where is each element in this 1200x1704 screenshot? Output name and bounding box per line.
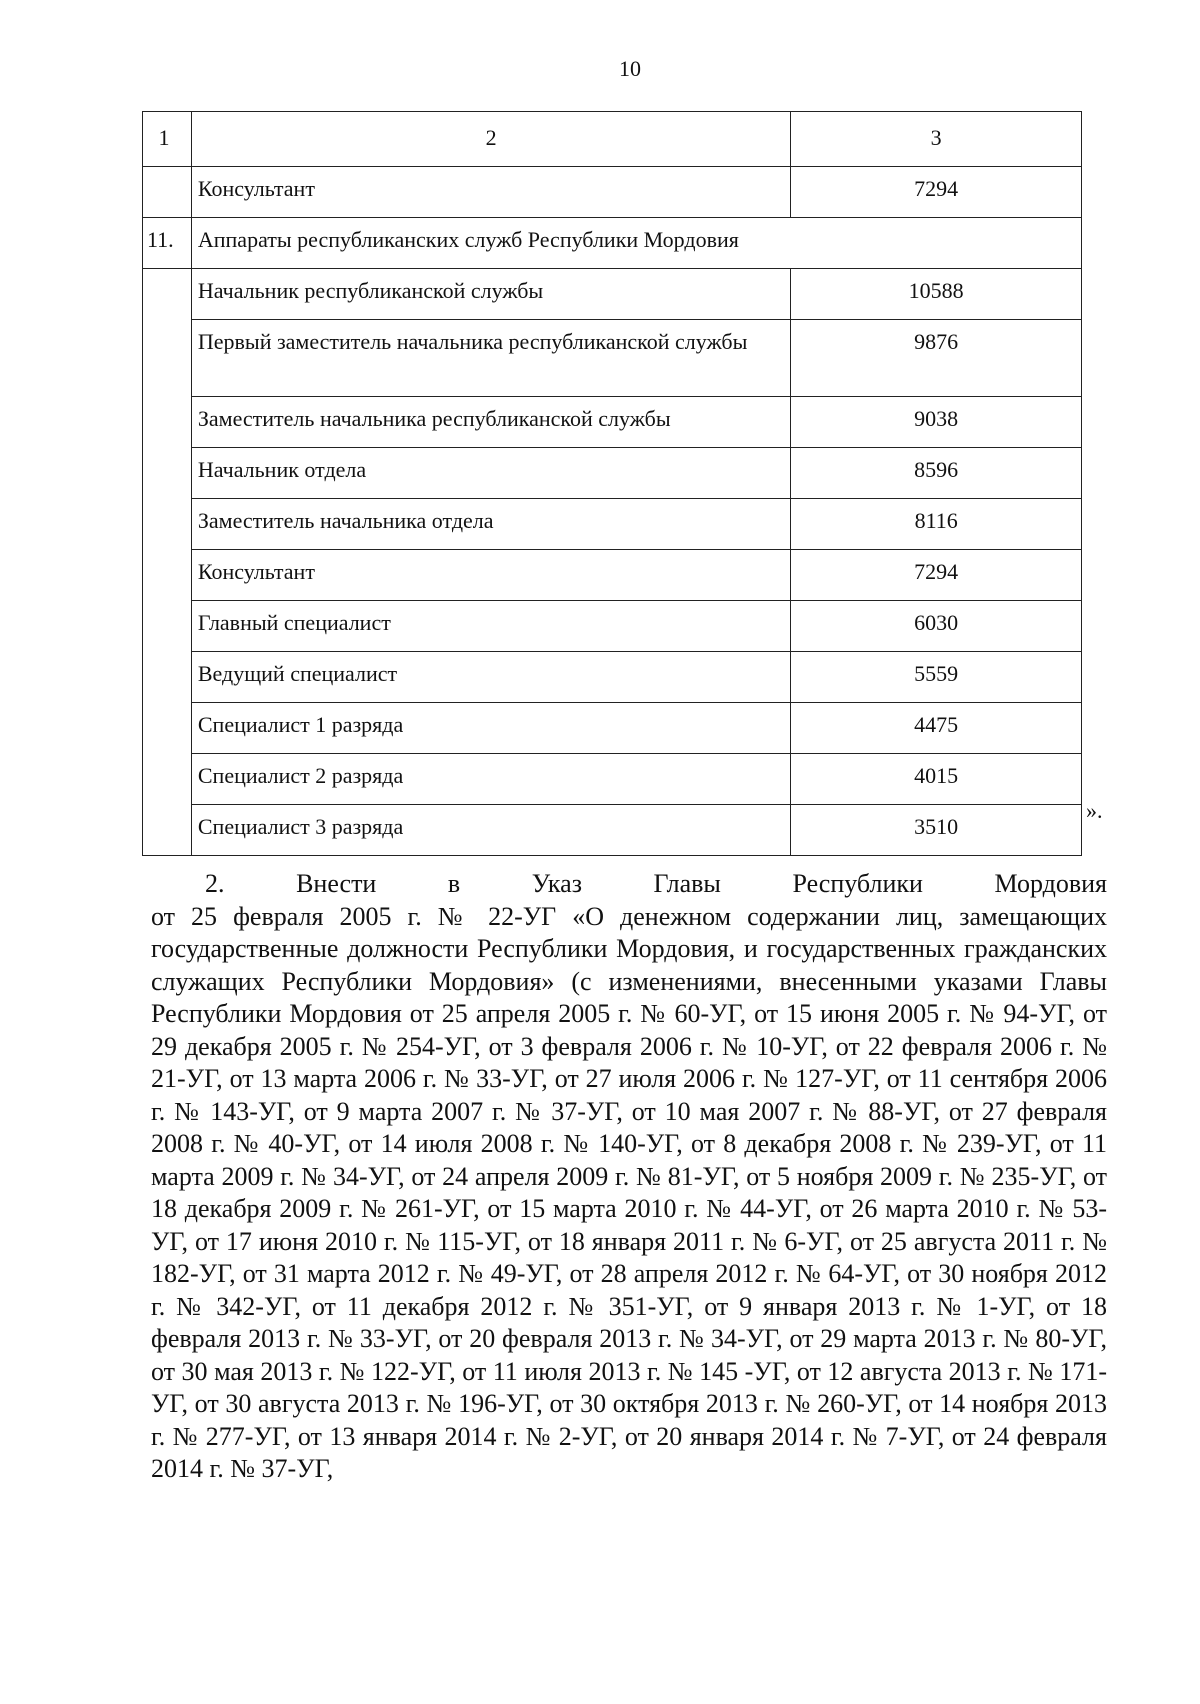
row-salary: 7294	[791, 550, 1082, 601]
table-section-row	[143, 218, 1082, 269]
row-salary: 3510	[791, 805, 1082, 856]
table-row	[143, 550, 1082, 601]
row-number	[143, 448, 192, 499]
table-row	[143, 499, 1082, 550]
table-row	[143, 269, 1082, 320]
row-salary: 5559	[791, 652, 1082, 703]
table-row	[143, 703, 1082, 754]
row-position: Ведущий специалист	[191, 652, 790, 703]
header-col-1: 1	[143, 112, 192, 167]
row-position: Главный специалист	[191, 601, 790, 652]
row-position: Первый заместитель начальника республиканской службы	[191, 320, 790, 397]
table-row	[143, 448, 1082, 499]
row-position: Специалист 3 разряда	[191, 805, 790, 856]
header-col-3: 3	[791, 112, 1082, 167]
row-salary: 8596	[791, 448, 1082, 499]
table-row	[143, 805, 1082, 856]
row-number	[143, 320, 192, 397]
section-number: 11.	[143, 218, 192, 269]
row-position: Специалист 1 разряда	[191, 703, 790, 754]
row-salary: 4015	[791, 754, 1082, 805]
row-salary: 4475	[791, 703, 1082, 754]
row-position: Заместитель начальника республиканской службы	[191, 397, 790, 448]
header-col-2: 2	[191, 112, 790, 167]
row-number	[143, 754, 192, 805]
paragraph-body: от 25 февраля 2005 г. № 22-УГ «О денежном содержании лиц, замещающих государственные должности Республики Мордовия, и государственных гражданских служащих Республики Мордовия» (с изменениями, внесенными указами Главы Республики Мордовия от 25 апреля 2005 г. № 60-УГ, от 15 июня 2005 г. № 94-УГ, от 29 декабря 2005 г. № 254-УГ, от 3 февраля 2006 г. № 10-УГ, от 22 февраля 2006 г. № 21-УГ, от 13 марта 2006 г. № 33-УГ, от 27 июля 2006 г. № 127-УГ, от 11 сентября 2006 г. № 143-УГ, от 9 марта 2007 г. № 37-УГ, от 10 мая 2007 г. № 88-УГ, от 27 февраля 2008 г. № 40-УГ, от 14 июля 2008 г. № 140-УГ, от 8 декабря 2008 г. № 239-УГ, от 11 марта 2009 г. № 34-УГ, от 24 апреля 2009 г. № 81-УГ, от 5 ноября 2009 г. № 235-УГ, от 18 декабря 2009 г. № 261-УГ, от 15 марта 2010 г. № 44-УГ, от 26 марта 2010 г. № 53-УГ, от 17 июня 2010 г. № 115-УГ, от 18 января 2011 г. № 6-УГ, от 25 августа 2011 г. № 182-УГ, от 31 марта 2012 г. № 49-УГ, от 28 апреля 2012 г. № 64-УГ, от 30 ноября 2012 г. № 342-УГ, от 11 декабря 2012 г. № 351-УГ, от 9 января 2013 г. № 1-УГ, от 18 февраля 2013 г. № 33-УГ, от 20 февраля 2013 г. № 34-УГ, от 29 марта 2013 г. № 80-УГ, от 30 мая 2013 г. № 122-УГ, от 11 июля 2013 г. № 145 -УГ, от 12 августа 2013 г. № 171-УГ, от 30 августа 2013 г. № 196-УГ, от 30 октября 2013 г. № 260-УГ, от 14 ноября 2013 г. № 277-УГ, от 13 января 2014 г. № 2-УГ, от 20 января 2014 г. № 7-УГ, от 24 февраля 2014 г. № 37-УГ,	[151, 901, 1107, 1483]
row-position: Консультант	[191, 167, 790, 218]
table-row	[143, 652, 1082, 703]
table-row	[143, 397, 1082, 448]
table-header-row	[143, 112, 1082, 167]
table-row	[143, 601, 1082, 652]
row-salary: 10588	[791, 269, 1082, 320]
row-number	[143, 601, 192, 652]
page-number: 10	[619, 56, 641, 81]
row-salary: 9038	[791, 397, 1082, 448]
salary-table	[142, 111, 1082, 856]
row-salary: 8116	[791, 499, 1082, 550]
paragraph-first-line: 2. Внести в Указ Главы Республики Мордовия	[205, 869, 1107, 898]
row-salary: 7294	[791, 167, 1082, 218]
table-row	[143, 167, 1082, 218]
row-position: Начальник республиканской службы	[191, 269, 790, 320]
row-number	[143, 269, 192, 320]
row-number	[143, 805, 192, 856]
closing-quote: ».	[1086, 798, 1103, 823]
table-row	[143, 320, 1082, 397]
row-number	[143, 703, 192, 754]
row-number	[143, 550, 192, 601]
row-number	[143, 397, 192, 448]
row-salary: 9876	[791, 320, 1082, 397]
table-row	[143, 754, 1082, 805]
amendment-paragraph	[151, 868, 1107, 1486]
row-number	[143, 167, 192, 218]
row-number	[143, 652, 192, 703]
section-title: Аппараты республиканских служб Республики Мордовия	[191, 218, 1081, 269]
row-salary: 6030	[791, 601, 1082, 652]
row-number	[143, 499, 192, 550]
row-position: Заместитель начальника отдела	[191, 499, 790, 550]
row-position: Специалист 2 разряда	[191, 754, 790, 805]
row-position: Консультант	[191, 550, 790, 601]
row-position: Начальник отдела	[191, 448, 790, 499]
